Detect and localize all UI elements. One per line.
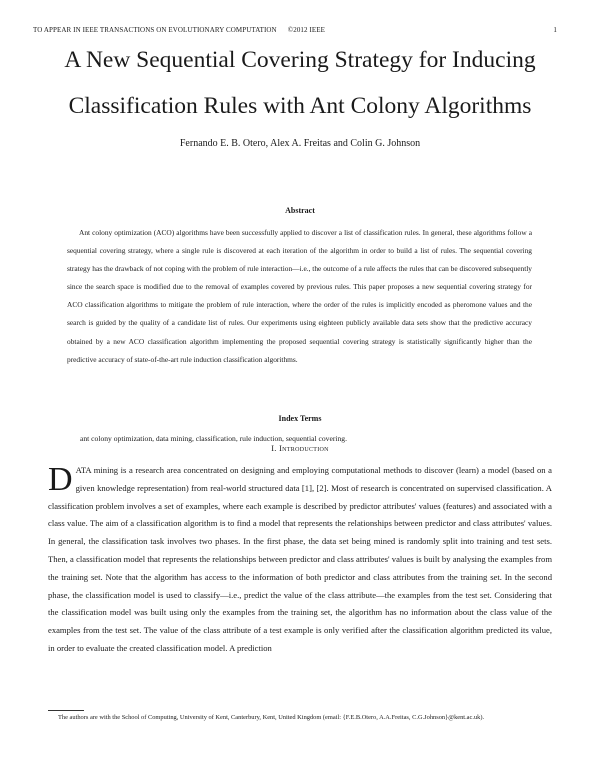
author-list: Fernando E. B. Otero, Alex A. Freitas and Colin G. Johnson [179, 138, 421, 149]
running-head [33, 26, 557, 34]
intro-paragraph [48, 462, 552, 658]
abstract-text: Ant colony optimization (ACO) algorithms have been successfully applied to discover a list of classification rules. In general, these algorithms follow a sequential covering strategy, where a single rule is discovered at each iteration of the algorithm in order to build a list of rules. The sequential covering strategy has the drawback of not coping with the problem of rule interaction—i.e., the outcome of a rule affects the rules that can be discovered subsequently since the search space is modified due to the removal of examples covered by previous rules. This paper proposes a new sequential covering strategy for ACO classification algorithms to mitigate the problem of rule interaction, where the order of the rules is implicitly encoded as pheromone values and the search is guided by the quality of a candidate list of rules. Our experiments using eighteen publicly available data sets show that the predictive accuracy obtained by a new ACO classification algorithm implementing the proposed sequential covering strategy is statistically significantly higher than the predictive accuracy of state-of-the-art rule induction classification algorithms. [67, 228, 532, 364]
paper-title-line-1: A New Sequential Covering Strategy for Inducing [64, 47, 536, 73]
drop-cap: D [48, 461, 73, 498]
paper-title-line-2: Classification Rules with Ant Colony Algorithms [68, 93, 532, 119]
index-terms-heading: Index Terms [278, 414, 322, 423]
affiliation-footnote: The authors are with the School of Computing, University of Kent, Canterbury, Kent, United Kingdom (email: {F.E.B.Otero, A.A.Freitas, C.G.Johnson}@kent.ac.uk). [58, 714, 485, 721]
index-terms-text: ant colony optimization, data mining, classification, rule induction, sequential covering. [80, 434, 347, 443]
abstract-heading: Abstract [285, 206, 315, 215]
section-number: I. [271, 444, 277, 453]
intro-paragraph-text: ATA mining is a research area concentrated on designing and employing computational methods to discover (learn) a model (based on a given knowledge representation) from real-world structured data [1], [2]. Most of research is concentrated on supervised classification. A classification problem involves a set of examples, where each example is described by predictor attributes' values (features) and associated with a class value. The aim of a classification algorithm is to find a model that represents the relationships between predictor and class attributes' values. In general, the classification task involves two phases. In the first phase, the data set being mined is randomly split into training and test sets. Then, a classification model that represents the relationships between predictor and class attributes' values is built by analysing the examples from the training set. Note that the algorithm has access to the information of both predictor and class attributes from the training set. In the second phase, the classification model is used to classify—i.e., predict the value of the class attribute—the examples from the test set. Considering that the classification model was built using only the examples from the training set, the algorithm has no information about the class value of the examples from the test set. The value of the class attribute of a test example is only verified after the classification algorithm predicted its value, in order to evaluate the created classification model. A prediction [48, 465, 552, 653]
running-head-text: TO APPEAR IN IEEE TRANSACTIONS ON EVOLUTIONARY COMPUTATION ©2012 IEEE [33, 26, 326, 34]
footnote-rule [48, 710, 84, 711]
section-title: Introduction [279, 444, 329, 453]
section-heading [0, 444, 600, 453]
page-number: 1 [553, 26, 557, 34]
